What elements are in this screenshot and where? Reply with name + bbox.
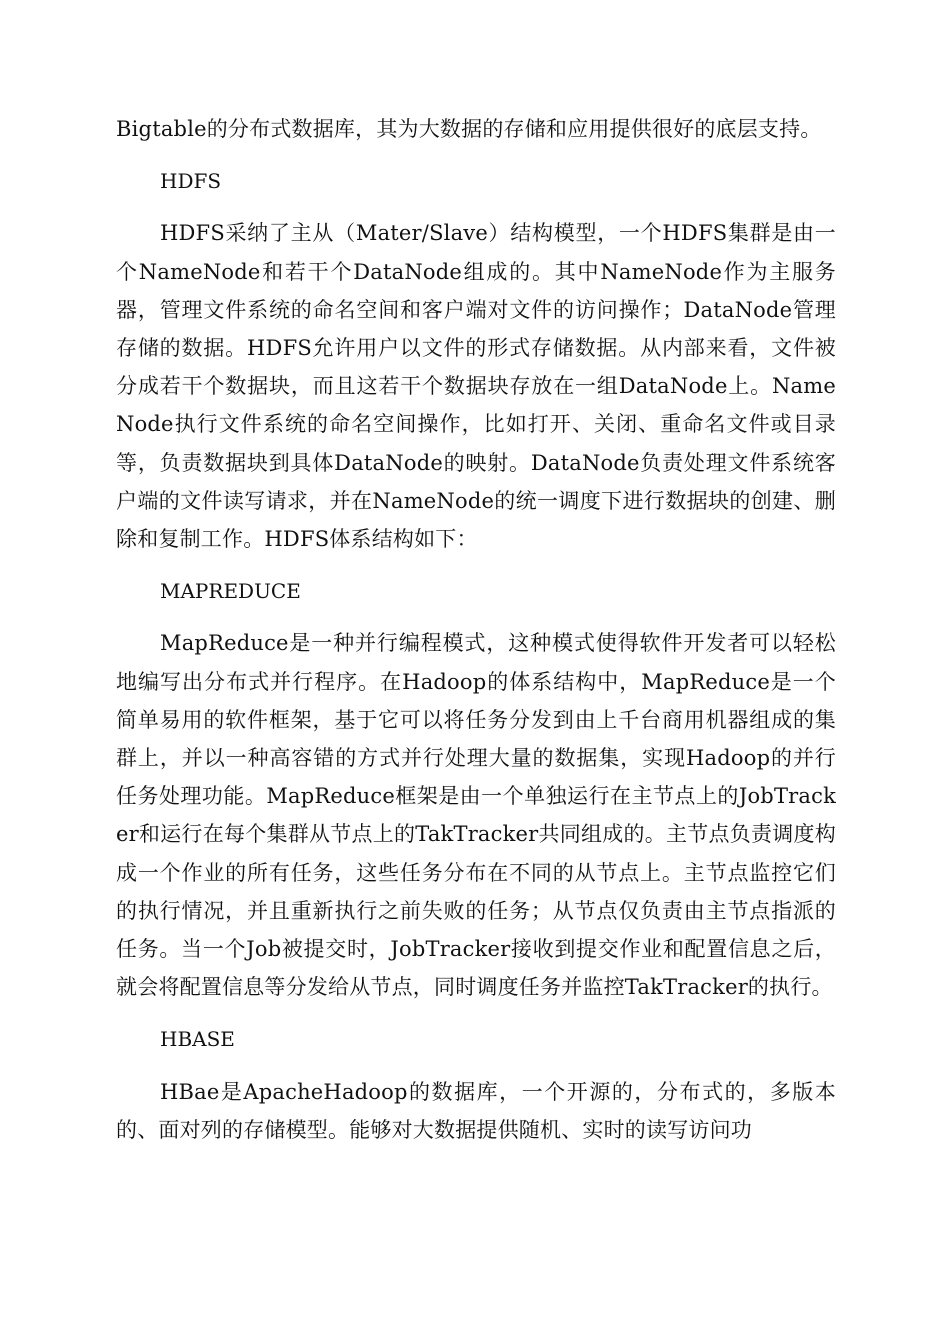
section-body-hbase: HBae是ApacheHadoop的数据库，一个开源的，分布式的，多版本的、面对列的存储模型。能够对大数据提供随机、实时的读写访问功	[116, 1079, 836, 1142]
section-body-mapreduce: MapReduce是一种并行编程模式，这种模式使得软件开发者可以轻松地编写出分布式并行程序。在Hadoop的体系结构中，MapReduce是一个简单易用的软件框架，基于它可以将任务分发到由上千台商用机器组成的集群上，并以一种高容错的方式并行处理大量的数据集，实现Hadoop的并行任务处理功能。MapReduce框架是由一个单独运行在主节点上的JobTracker和运行在每个集群从节点上的TakTracker共同组成的。主节点负责调度构成一个作业的所有任务，这些任务分布在不同的从节点上。主节点监控它们的执行情况，并且重新执行之前失败的任务；从节点仅负责由主节点指派的任务。当一个Job被提交时，JobTracker接收到提交作业和配置信息之后，就会将配置信息等分发给从节点，同时调度任务并监控TakTracker的执行。	[116, 631, 836, 1000]
section-heading-mapreduce: MAPREDUCE	[160, 579, 301, 604]
document-page	[116, 110, 836, 1149]
section-heading-hdfs: HDFS	[160, 169, 222, 194]
intro-paragraph: Bigtable的分布式数据库，其为大数据的存储和应用提供很好的底层支持。	[116, 117, 822, 141]
section-body-hdfs: HDFS采纳了主从（Mater/Slave）结构模型，一个HDFS集群是由一个NameNode和若干个DataNode组成的。其中NameNode作为主服务器，管理文件系统的命名空间和客户端对文件的访问操作；DataNode管理存储的数据。HDFS允许用户以文件的形式存储数据。从内部来看，文件被分成若干个数据块，而且这若干个数据块存放在一组DataNode上。NameNode执行文件系统的命名空间操作，比如打开、关闭、重命名文件或目录等，负责数据块到具体DataNode的映射。DataNode负责处理文件系统客户端的文件读写请求，并在NameNode的统一调度下进行数据块的创建、删除和复制工作。HDFS体系结构如下：	[116, 221, 836, 552]
section-heading-hbase: HBASE	[160, 1027, 235, 1052]
